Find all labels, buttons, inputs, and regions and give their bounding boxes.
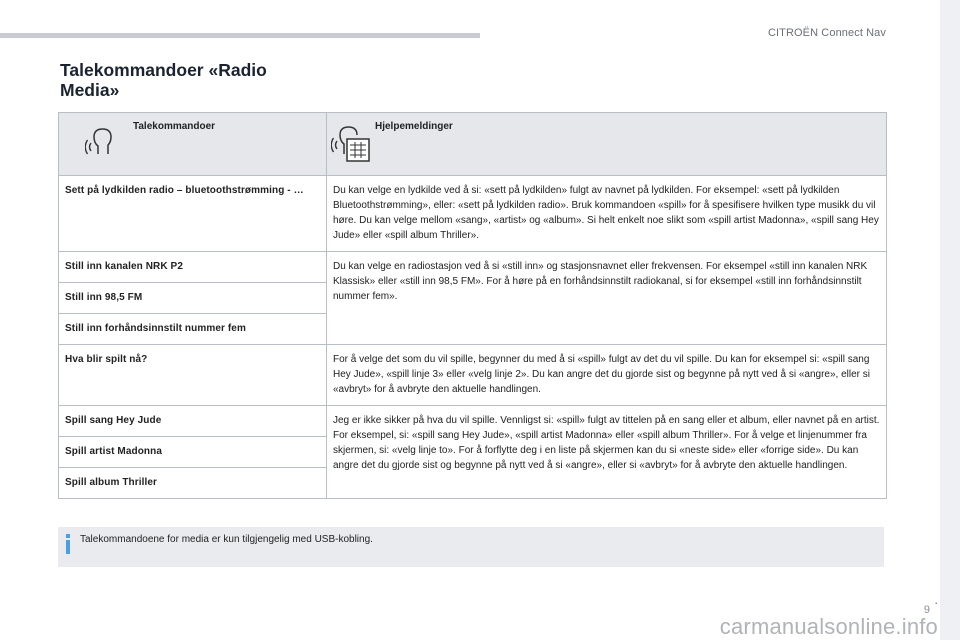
table-row — [59, 176, 887, 252]
page-title-line-1: Talekommandoer «Radio — [60, 60, 267, 80]
info-note — [58, 527, 884, 567]
header-help — [327, 113, 887, 176]
table-header-row — [59, 113, 887, 176]
table-row — [59, 406, 887, 437]
header-commands — [59, 113, 327, 176]
voice-command-icon — [85, 124, 119, 160]
voice-help-icon — [331, 122, 373, 164]
voice-commands-table — [58, 112, 887, 499]
page-title — [60, 60, 267, 100]
command-cell: Hva blir spilt nå? — [59, 345, 327, 406]
header-commands-label: Talekommandoer — [133, 121, 216, 132]
command-cell: Still inn kanalen NRK P2 — [59, 252, 327, 283]
help-cell: Du kan velge en lydkilde ved å si: «sett på lydkilden» fulgt av navnet på lydkilden. For eksempel: «sett på lydkilden Bluetoothstrømming», eller: «sett på lydkilden radio». Bruk kommandoen «spill» for å spesifisere hvilken type musikk du vil høre. Du kan velge mellom «sang», «artist» og «album». Si helt enkelt noe slikt som «spill artist Madonna», «spill sang Hey Jude» eller «spill album Thriller». — [327, 176, 887, 252]
brand-label: CITROËN Connect Nav — [767, 27, 886, 39]
page-title-line-2: Media» — [60, 80, 120, 100]
command-cell: Spill sang Hey Jude — [59, 406, 327, 437]
top-rule — [0, 33, 480, 38]
page-number: 9 — [923, 604, 930, 616]
page-dot: . — [934, 592, 938, 607]
table-row — [59, 345, 887, 406]
command-cell: Spill album Thriller — [59, 468, 327, 499]
info-icon — [63, 534, 73, 554]
command-cell: Sett på lydkilden radio – bluetoothstrømming - … — [59, 176, 327, 252]
right-edge-strip — [940, 0, 960, 640]
info-note-text: Talekommandoene for media er kun tilgjengelig med USB-kobling. — [80, 534, 373, 545]
help-cell: For å velge det som du vil spille, begynner du med å si «spill» fulgt av det du vil spille. Du kan for eksempel si: «spill sang Hey Jude», «spill linje 3» eller «velg linje 2». Du kan angre det du gjorde sist og begynne på nytt ved å si «angre», eller si «avbryt» for å avbryte den aktuelle handlingen. — [327, 345, 887, 406]
header-help-label: Hjelpemeldinger — [375, 121, 453, 132]
table-row — [59, 252, 887, 283]
help-cell: Jeg er ikke sikker på hva du vil spille. Vennligst si: «spill» fulgt av tittelen på en sang eller et album, eller navnet på en artist. For eksempel, si: «spill sang Hey Jude», «spill artist Madonna» eller «spill album Thriller». For å velge et linjenummer fra skjermen, si: «velg linje to». For å forflytte deg i en liste på skjermen kan du si «neste side» eller «forrige side». Du kan angre det du gjorde sist og begynne på nytt ved å si «angre», eller si «avbryt» for å avbryte den aktuelle handlingen. — [327, 406, 887, 499]
command-cell: Still inn 98,5 FM — [59, 283, 327, 314]
command-cell: Still inn forhåndsinnstilt nummer fem — [59, 314, 327, 345]
command-cell: Spill artist Madonna — [59, 437, 327, 468]
watermark: carmanualsonline.info — [719, 614, 938, 639]
help-cell: Du kan velge en radiostasjon ved å si «still inn» og stasjonsnavnet eller frekvensen. For eksempel «still inn kanalen NRK Klassisk» eller «still inn 98,5 FM». For å høre på en forhåndsinnstilt radiokanal, si for eksempel «still inn forhåndsinnstilt nummer fem». — [327, 252, 887, 345]
